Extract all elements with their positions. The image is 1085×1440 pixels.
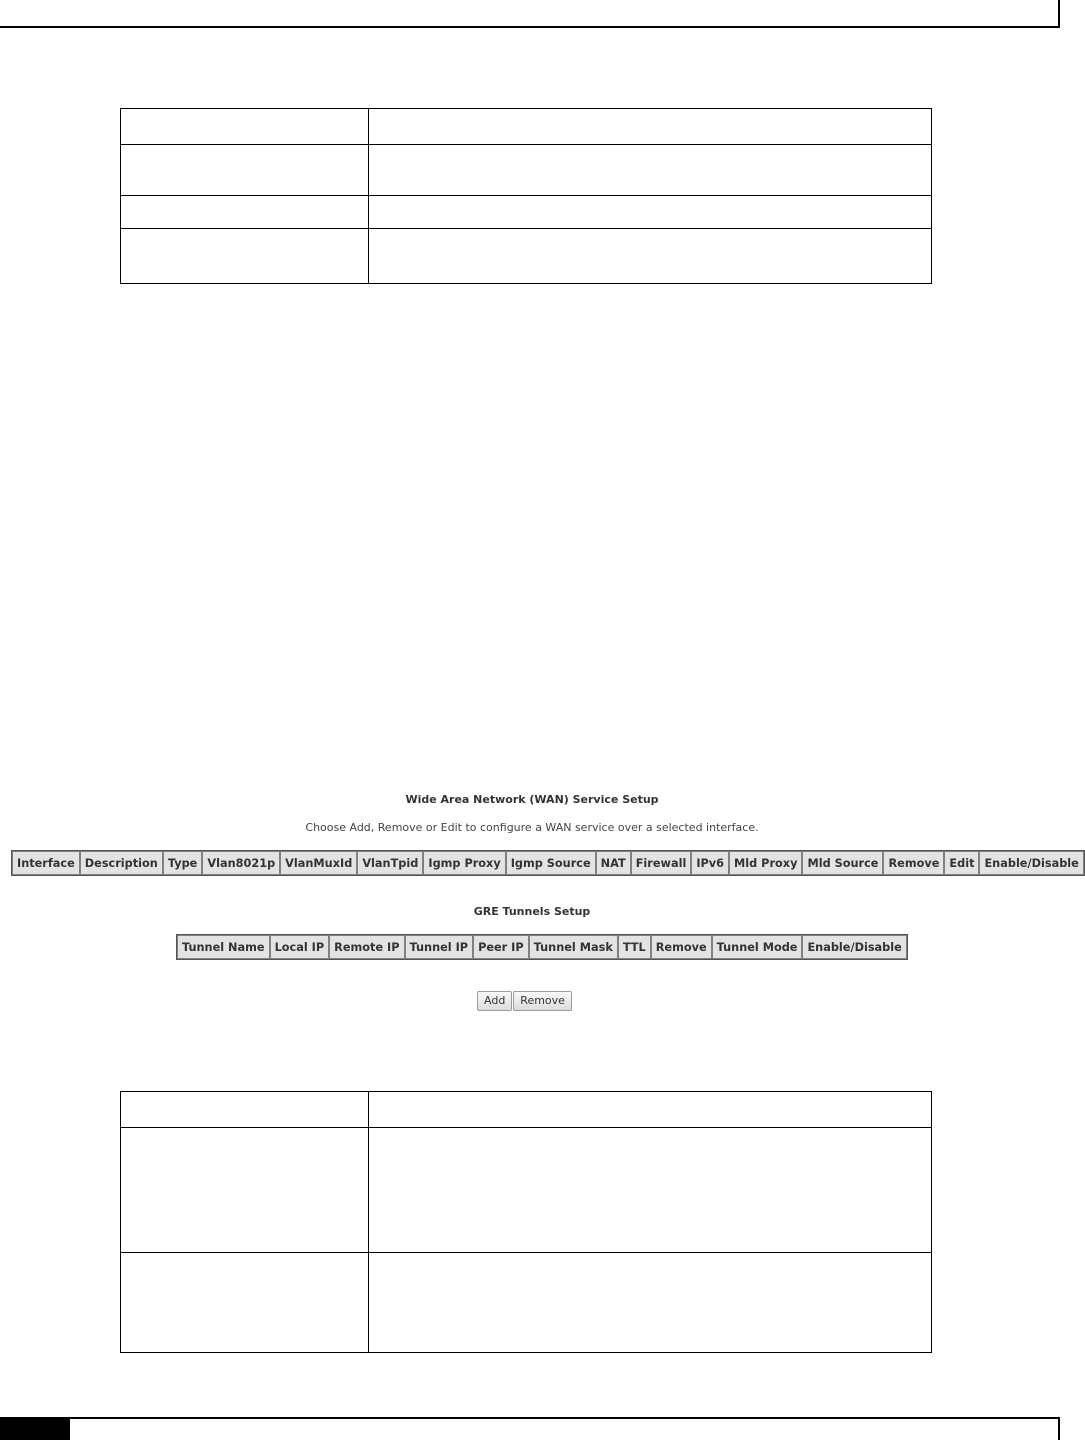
table-row xyxy=(121,1092,932,1128)
table-cell xyxy=(121,196,369,229)
table-header-row xyxy=(12,851,1084,875)
col-vlan8021p: Vlan8021p xyxy=(202,851,280,875)
add-button[interactable]: Add xyxy=(477,991,512,1011)
wan-setup-title: Wide Area Network (WAN) Service Setup xyxy=(405,793,659,806)
page-number-tab xyxy=(0,1417,70,1440)
gre-tunnel-table xyxy=(176,934,908,960)
col-igmp-proxy: Igmp Proxy xyxy=(423,851,505,875)
lower-parameter-table xyxy=(120,1091,932,1353)
action-buttons xyxy=(477,989,573,1011)
col-vlanmuxid: VlanMuxId xyxy=(280,851,357,875)
col-ipv6: IPv6 xyxy=(691,851,729,875)
footer-rule xyxy=(0,1417,1060,1440)
col-edit: Edit xyxy=(944,851,979,875)
col-remote-ip: Remote IP xyxy=(329,935,404,959)
table-cell xyxy=(121,1128,369,1253)
col-mld-source: Mld Source xyxy=(802,851,883,875)
table-cell xyxy=(369,1253,932,1353)
col-remove: Remove xyxy=(883,851,944,875)
table-row xyxy=(121,229,932,284)
col-ttl: TTL xyxy=(618,935,651,959)
col-remove: Remove xyxy=(651,935,712,959)
table-row xyxy=(121,109,932,145)
col-tunnel-mode: Tunnel Mode xyxy=(712,935,803,959)
gre-setup-title: GRE Tunnels Setup xyxy=(473,905,591,918)
table-cell xyxy=(369,1128,932,1253)
col-firewall: Firewall xyxy=(631,851,692,875)
table-row xyxy=(121,1253,932,1353)
table-cell xyxy=(121,145,369,196)
table-cell xyxy=(369,196,932,229)
col-mld-proxy: Mld Proxy xyxy=(729,851,802,875)
col-vlantpid: VlanTpid xyxy=(357,851,423,875)
wan-setup-subtitle: Choose Add, Remove or Edit to configure a WAN service over a selected interface. xyxy=(305,821,759,834)
col-tunnel-mask: Tunnel Mask xyxy=(529,935,618,959)
remove-button[interactable]: Remove xyxy=(513,991,572,1011)
header-rule xyxy=(0,0,1060,28)
table-header-row xyxy=(177,935,907,959)
table-cell xyxy=(369,145,932,196)
table-row xyxy=(121,196,932,229)
col-tunnel-name: Tunnel Name xyxy=(177,935,270,959)
table-row xyxy=(121,145,932,196)
table-cell xyxy=(121,1092,369,1128)
col-tunnel-ip: Tunnel IP xyxy=(405,935,474,959)
table-cell xyxy=(369,229,932,284)
col-igmp-source: Igmp Source xyxy=(506,851,596,875)
col-local-ip: Local IP xyxy=(270,935,330,959)
wan-service-table xyxy=(11,850,1085,876)
col-nat: NAT xyxy=(596,851,631,875)
table-cell xyxy=(369,109,932,145)
table-row xyxy=(121,1128,932,1253)
table-cell xyxy=(121,1253,369,1353)
table-cell xyxy=(369,1092,932,1128)
col-description: Description xyxy=(80,851,163,875)
table-cell xyxy=(121,109,369,145)
col-enable-disable: Enable/Disable xyxy=(802,935,906,959)
col-interface: Interface xyxy=(12,851,80,875)
col-enable-disable: Enable/Disable xyxy=(979,851,1083,875)
col-peer-ip: Peer IP xyxy=(473,935,529,959)
table-cell xyxy=(121,229,369,284)
col-type: Type xyxy=(163,851,202,875)
upper-parameter-table xyxy=(120,108,932,284)
